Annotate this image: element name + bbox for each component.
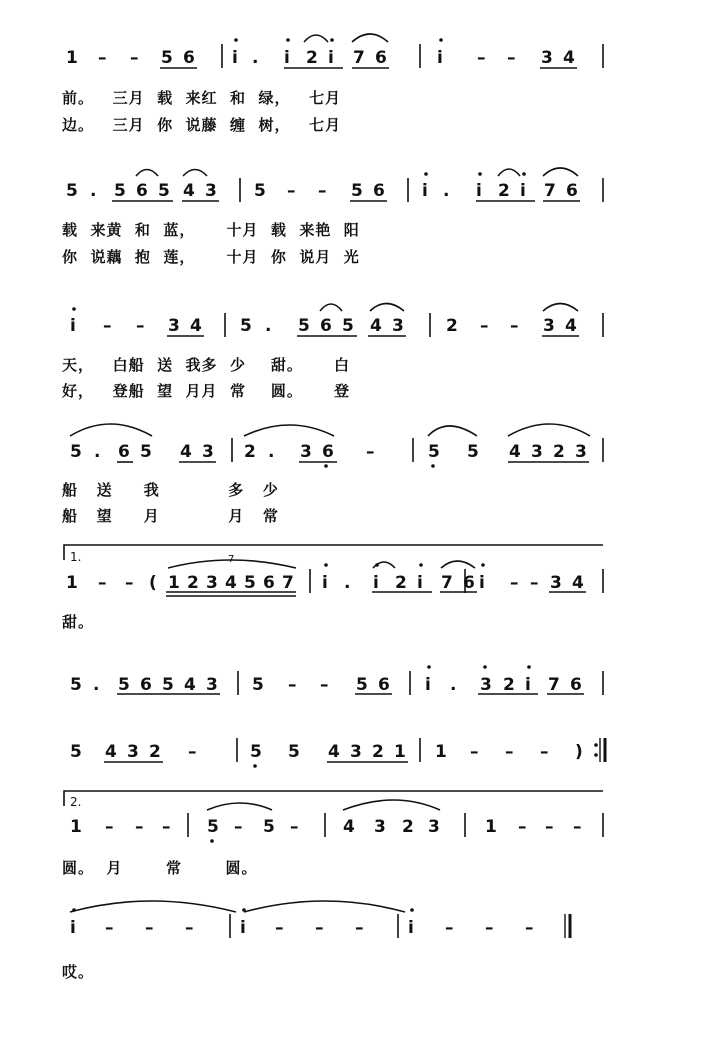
svg-text:–: – xyxy=(135,817,144,837)
svg-text:3: 3 xyxy=(300,442,312,462)
svg-text:6: 6 xyxy=(566,181,578,201)
svg-text:5: 5 xyxy=(351,181,363,201)
svg-text:2: 2 xyxy=(306,48,318,68)
svg-text:5: 5 xyxy=(162,675,174,695)
svg-text:i: i xyxy=(240,918,246,938)
svg-text:.: . xyxy=(268,442,275,462)
svg-text:i: i xyxy=(479,573,485,593)
svg-text:4: 4 xyxy=(565,316,577,336)
svg-text:(: ( xyxy=(149,573,157,593)
svg-text:–: – xyxy=(287,181,296,201)
svg-text:–: – xyxy=(470,742,479,762)
svg-text:1: 1 xyxy=(435,742,447,762)
svg-text:1: 1 xyxy=(168,573,180,593)
svg-text:6: 6 xyxy=(263,573,275,593)
measure-row-7 xyxy=(70,742,583,762)
measure-row-3 xyxy=(70,316,577,336)
svg-text:6: 6 xyxy=(570,675,582,695)
svg-text:i: i xyxy=(328,48,334,68)
svg-text:4: 4 xyxy=(509,442,521,462)
svg-text:5: 5 xyxy=(250,742,262,762)
svg-text:–: – xyxy=(355,918,364,938)
svg-text:–: – xyxy=(188,742,197,762)
svg-text:i: i xyxy=(425,675,431,695)
svg-text:.: . xyxy=(450,675,457,695)
svg-text:.: . xyxy=(344,573,351,593)
svg-text:–: – xyxy=(545,817,554,837)
svg-text:5: 5 xyxy=(298,316,310,336)
svg-text:–: – xyxy=(485,918,494,938)
svg-text:–: – xyxy=(145,918,154,938)
svg-text:–: – xyxy=(445,918,454,938)
svg-text:1: 1 xyxy=(394,742,406,762)
svg-text:5: 5 xyxy=(254,181,266,201)
svg-text:2: 2 xyxy=(446,316,458,336)
svg-text:i: i xyxy=(284,48,290,68)
svg-text:6: 6 xyxy=(373,181,385,201)
svg-text:5: 5 xyxy=(240,316,252,336)
svg-text:4: 4 xyxy=(563,48,575,68)
svg-text:6: 6 xyxy=(320,316,332,336)
svg-text:5: 5 xyxy=(356,675,368,695)
svg-text:–: – xyxy=(507,48,516,68)
svg-text:3: 3 xyxy=(206,675,218,695)
svg-text:2: 2 xyxy=(395,573,407,593)
svg-text:–: – xyxy=(477,48,486,68)
svg-text:6: 6 xyxy=(463,573,475,593)
svg-text:i: i xyxy=(417,573,423,593)
svg-text:5: 5 xyxy=(207,817,219,837)
svg-text:–: – xyxy=(366,442,375,462)
svg-text:6: 6 xyxy=(118,442,130,462)
svg-text:3: 3 xyxy=(168,316,180,336)
svg-text:): ) xyxy=(575,742,583,762)
svg-text:.: . xyxy=(93,675,100,695)
svg-text:3: 3 xyxy=(550,573,562,593)
svg-text:i: i xyxy=(437,48,443,68)
svg-text:3: 3 xyxy=(541,48,553,68)
svg-text:–: – xyxy=(234,817,243,837)
svg-text:–: – xyxy=(510,573,519,593)
svg-text:5: 5 xyxy=(288,742,300,762)
measure-row-9 xyxy=(70,918,534,938)
svg-text:3: 3 xyxy=(428,817,440,837)
svg-text:–: – xyxy=(530,573,539,593)
svg-text:3: 3 xyxy=(531,442,543,462)
svg-text:3: 3 xyxy=(543,316,555,336)
measure-row-5 xyxy=(66,573,584,593)
svg-text:–: – xyxy=(125,573,134,593)
lyric-line-1b: 边。 三月 你 说藤 缠 树， 七月 xyxy=(62,116,342,134)
svg-text:–: – xyxy=(290,817,299,837)
lyric-line-4a: 船 送 我 多 少 xyxy=(62,481,279,499)
svg-text:4: 4 xyxy=(180,442,192,462)
lyric-line-2a: 载 来黄 和 蓝， 十月 载 来艳 阳 xyxy=(62,221,360,239)
svg-text:–: – xyxy=(573,817,582,837)
svg-text:i: i xyxy=(70,918,76,938)
measure-row-2 xyxy=(66,181,578,201)
svg-text:–: – xyxy=(505,742,514,762)
svg-text:i: i xyxy=(525,675,531,695)
volta-1-label: 1. xyxy=(70,550,82,564)
svg-text:5: 5 xyxy=(342,316,354,336)
note-text: 1 xyxy=(66,48,78,68)
svg-text:6: 6 xyxy=(322,442,334,462)
svg-text:i: i xyxy=(322,573,328,593)
volta-2-label: 2. xyxy=(70,795,82,809)
svg-text:2: 2 xyxy=(244,442,256,462)
svg-text:5: 5 xyxy=(114,181,126,201)
svg-text:2: 2 xyxy=(372,742,384,762)
svg-text:5: 5 xyxy=(118,675,130,695)
svg-text:2: 2 xyxy=(503,675,515,695)
svg-text:.: . xyxy=(252,48,259,68)
lyric-line-3b: 好， 登船 望 月月 常 圆。 登 xyxy=(62,382,351,400)
svg-text:i: i xyxy=(232,48,238,68)
tuplet-number: 7 xyxy=(228,554,235,565)
svg-text:7: 7 xyxy=(353,48,365,68)
svg-text:4: 4 xyxy=(183,181,195,201)
svg-text:5: 5 xyxy=(252,675,264,695)
measure-row-4 xyxy=(70,442,587,462)
svg-text:5: 5 xyxy=(140,442,152,462)
svg-text:–: – xyxy=(105,918,114,938)
svg-text:i: i xyxy=(422,181,428,201)
svg-text:–: – xyxy=(525,918,534,938)
svg-text:3: 3 xyxy=(206,573,218,593)
svg-text:3: 3 xyxy=(350,742,362,762)
svg-text:–: – xyxy=(275,918,284,938)
svg-text:3: 3 xyxy=(205,181,217,201)
svg-text:i: i xyxy=(373,573,379,593)
svg-text:.: . xyxy=(443,181,450,201)
lyric-line-5: 甜。 xyxy=(62,613,95,631)
svg-text:4: 4 xyxy=(343,817,355,837)
svg-text:–: – xyxy=(130,48,139,68)
svg-text:4: 4 xyxy=(190,316,202,336)
svg-text:.: . xyxy=(265,316,272,336)
svg-text:6: 6 xyxy=(183,48,195,68)
svg-text:i: i xyxy=(520,181,526,201)
svg-text:–: – xyxy=(98,573,107,593)
svg-text:4: 4 xyxy=(184,675,196,695)
lyric-line-8: 圆。 月 常 圆。 xyxy=(62,859,258,877)
svg-text:5: 5 xyxy=(70,675,82,695)
svg-text:–: – xyxy=(318,181,327,201)
svg-text:1: 1 xyxy=(66,573,78,593)
svg-text:3: 3 xyxy=(127,742,139,762)
svg-text:5: 5 xyxy=(161,48,173,68)
svg-text:–: – xyxy=(136,316,145,336)
svg-text:–: – xyxy=(105,817,114,837)
svg-text:–: – xyxy=(540,742,549,762)
svg-text:6: 6 xyxy=(375,48,387,68)
svg-text:6: 6 xyxy=(140,675,152,695)
svg-text:2: 2 xyxy=(187,573,199,593)
measure-row-1 xyxy=(66,48,575,68)
svg-text:–: – xyxy=(315,918,324,938)
svg-text:1: 1 xyxy=(485,817,497,837)
svg-text:2: 2 xyxy=(553,442,565,462)
svg-text:–: – xyxy=(162,817,171,837)
svg-text:7: 7 xyxy=(548,675,560,695)
lyric-line-3a: 天， 白船 送 我多 少 甜。 白 xyxy=(62,356,351,374)
svg-text:2: 2 xyxy=(149,742,161,762)
svg-text:2: 2 xyxy=(498,181,510,201)
svg-text:3: 3 xyxy=(374,817,386,837)
svg-text:4: 4 xyxy=(370,316,382,336)
svg-text:.: . xyxy=(94,442,101,462)
lyric-line-1a: 前。 三月 载 来红 和 绿， 七月 xyxy=(62,89,342,107)
svg-text:.: . xyxy=(90,181,97,201)
svg-text:5: 5 xyxy=(428,442,440,462)
svg-text:3: 3 xyxy=(480,675,492,695)
svg-text:7: 7 xyxy=(282,573,294,593)
svg-text:i: i xyxy=(70,316,76,336)
lyric-line-4b: 船 望 月 月 常 xyxy=(62,507,279,525)
svg-text:5: 5 xyxy=(467,442,479,462)
svg-text:5: 5 xyxy=(70,742,82,762)
svg-text:4: 4 xyxy=(572,573,584,593)
svg-text:i: i xyxy=(476,181,482,201)
svg-text:–: – xyxy=(288,675,297,695)
svg-text:–: – xyxy=(518,817,527,837)
svg-text:7: 7 xyxy=(544,181,556,201)
svg-text:1: 1 xyxy=(70,817,82,837)
svg-text:–: – xyxy=(320,675,329,695)
svg-text:5: 5 xyxy=(244,573,256,593)
svg-text:2: 2 xyxy=(402,817,414,837)
svg-text:4: 4 xyxy=(105,742,117,762)
svg-text:–: – xyxy=(480,316,489,336)
svg-text:3: 3 xyxy=(575,442,587,462)
svg-text:4: 4 xyxy=(225,573,237,593)
svg-text:–: – xyxy=(510,316,519,336)
svg-text:5: 5 xyxy=(66,181,78,201)
svg-text:–: – xyxy=(98,48,107,68)
lyric-line-9: 哎。 xyxy=(62,963,95,981)
svg-text:3: 3 xyxy=(392,316,404,336)
svg-text:–: – xyxy=(103,316,112,336)
svg-text:6: 6 xyxy=(378,675,390,695)
svg-text:i: i xyxy=(408,918,414,938)
measure-row-6 xyxy=(70,675,582,695)
svg-text:5: 5 xyxy=(158,181,170,201)
svg-text:5: 5 xyxy=(263,817,275,837)
lyric-line-2b: 你 说藕 抱 莲， 十月 你 说月 光 xyxy=(62,248,360,266)
svg-text:4: 4 xyxy=(328,742,340,762)
svg-text:5: 5 xyxy=(70,442,82,462)
svg-text:6: 6 xyxy=(136,181,148,201)
svg-text:7: 7 xyxy=(441,573,453,593)
svg-text:–: – xyxy=(185,918,194,938)
svg-text:3: 3 xyxy=(202,442,214,462)
